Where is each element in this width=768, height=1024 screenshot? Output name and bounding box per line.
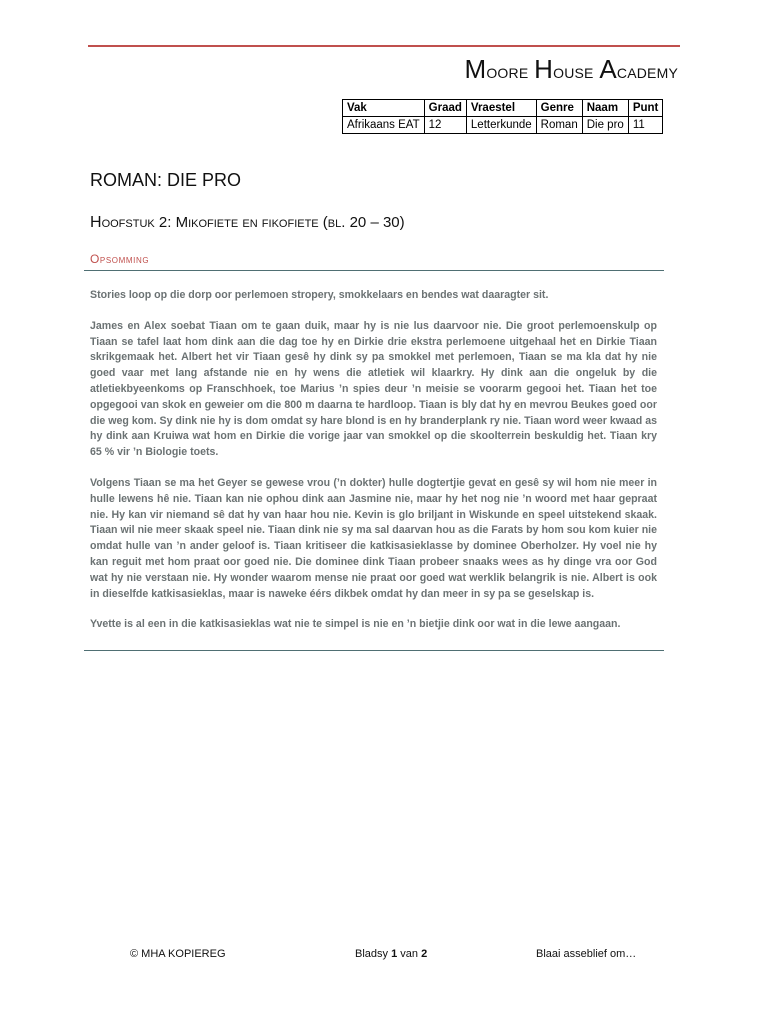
paragraph-1: Stories loop op die dorp oor perlemoen stropery, smokkelaars en bendes wat daaragter sit. <box>90 289 549 301</box>
footer-copyright: © MHA KOPIEREG <box>130 948 226 960</box>
meta-value-vak: Afrikaans EAT <box>343 117 425 134</box>
footer-turn-over: Blaai asseblief om… <box>536 948 637 960</box>
meta-table-value-row <box>343 117 663 134</box>
meta-value-punt: 11 <box>628 117 663 134</box>
meta-value-vraestel: Letterkunde <box>466 117 536 134</box>
academy-name: Moore House Academy <box>464 54 678 84</box>
section-bottom-rule <box>84 650 664 651</box>
section-top-rule <box>84 270 664 271</box>
meta-header-vraestel: Vraestel <box>466 100 536 117</box>
summary-body <box>90 288 657 648</box>
meta-value-graad: 12 <box>424 117 466 134</box>
paragraph-4: Yvette is al een in die katkisasieklas wat nie te simpel is nie en ’n bietjie dink oor wat in die lewe aangaan. <box>90 618 621 631</box>
meta-table-header-row <box>343 100 663 117</box>
paragraph-2: James en Alex soebat Tiaan om te gaan duik, maar hy is nie lus daarvoor nie. Die groot perlemoenskulp op Tiaan se tafel laat hom dink aan die dag toe hy en Dirkie drie ekstra perlemoene uitgehaal het en Dirkie Tiaan skrikgemaak het. Albert het vir Tiaan gesê hy dink sy pa smokkel met perlemoen, Tiaan se ma kla dat hy nie goed vaar met lang afstande nie en hy wens die atletiek wil klaarkry. Hy dink aan die ongeluk by die atletiekbyeenkoms op Franschhoek, toe Marius ’n spies deur ’n meisie se voorarm gegooi het. Tiaan het toe opgegooi van skok en geweier om die 800 m daarna te hardloop. Tiaan is bly dat hy en mevrou Beukes goed oor die weg kom. Sy dink nie hy is dom omdat sy hare blond is en hy branderplank ry nie. Tiaan word weer kwaad as hy dink aan Kruiwa wat hom en Dirkie die vorige jaar van smokkel op die skoolterrein beskuldig het. Tiaan kry 65 % vir ’n Biologie toets. <box>90 319 657 459</box>
footer-page-number: Bladsy 1 van 2 <box>355 948 428 960</box>
meta-header-graad: Graad <box>424 100 466 117</box>
meta-value-genre: Roman <box>536 117 582 134</box>
meta-value-naam: Die pro <box>582 117 628 134</box>
page-title: ROMAN: DIE PRO <box>90 170 242 190</box>
chapter-heading: Hoofstuk 2: Mikofiete en fikofiete (bl. 20 – 30) <box>90 214 405 231</box>
section-heading: Opsomming <box>90 252 150 266</box>
meta-table <box>342 99 663 134</box>
header-top-rule <box>88 45 680 47</box>
meta-header-punt: Punt <box>628 100 663 117</box>
meta-header-vak: Vak <box>343 100 425 117</box>
paragraph-3: Volgens Tiaan se ma het Geyer se gewese vrou (’n dokter) hulle dogtertjie gevat en gesê sy wil hom nie meer in hulle lewens hê nie. Tiaan kan nie ophou dink aan Jasmine nie, maar hy het nog nie ’n woord met haar gepraat nie. Hy kan vir niemand sê dat hy van haar hou nie. Kevin is glo briljant in Wiskunde en speel uitstekend skaak. Tiaan wil nie meer skaak speel nie. Tiaan dink nie sy ma sal daarvan hou as die Farats by hom sou kom kuier nie omdat hulle van ’n ander geloof is. Tiaan kritiseer die katkisasieklasse by dominee Oberholzer. Hy voel nie hy kan reguit met hom praat oor goed nie. Die dominee dink Tiaan probeer snaaks wees as hy dinge vra oor God wat hy nie verstaan nie. Hy wonder waarom mense nie praat oor goed wat werklik belangrik is nie. Albert is ook in dieselfde katkisasieklas, maar is naweke éérs dikbek omdat hy dan meer in sy pa se geselskap is. <box>90 476 657 600</box>
meta-header-genre: Genre <box>536 100 582 117</box>
meta-header-naam: Naam <box>582 100 628 117</box>
